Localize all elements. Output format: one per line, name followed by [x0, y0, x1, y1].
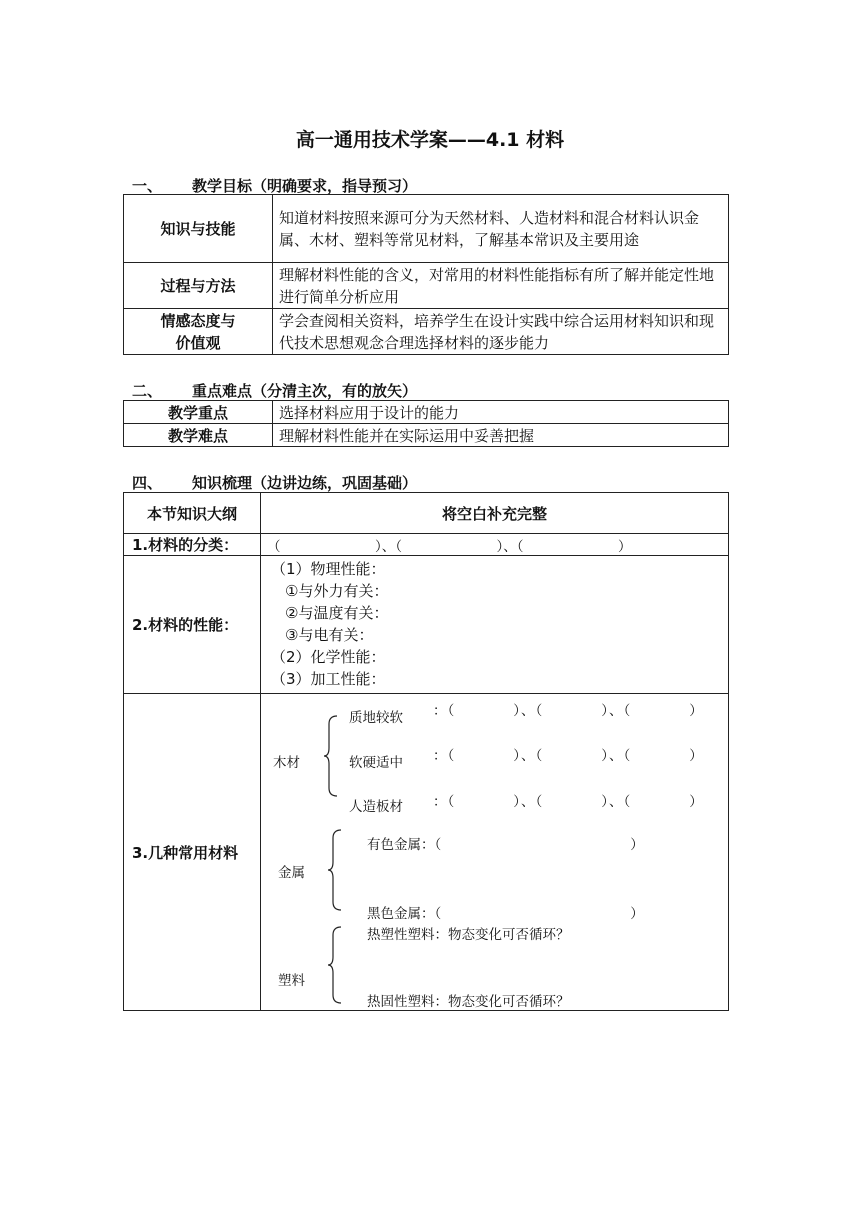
- properties-content: [261, 556, 729, 694]
- objective-row: [124, 263, 729, 309]
- keypoints-table: [123, 400, 729, 447]
- properties-row: [124, 556, 729, 694]
- section2-heading: [132, 380, 417, 401]
- wood-item-name: 质地较软: [349, 710, 403, 726]
- section1-heading: [132, 175, 417, 196]
- materials-row: [124, 694, 729, 1011]
- keypoint-row: [124, 401, 729, 424]
- objective-text: 理解材料性能的含义，对常用的材料性能指标有所了解并能定性地进行简单分析应用: [273, 263, 729, 309]
- objective-row: [124, 195, 729, 263]
- section1-number: 一、: [132, 177, 163, 195]
- objective-text: 知道材料按照来源可分为天然材料、人造材料和混合材料认识金属、木材、塑料等常见材料，了解基本常识及主要用途: [273, 195, 729, 263]
- wood-item-blanks: ：（ ）、（ ）、（ ）: [433, 748, 704, 764]
- materials-content: [261, 694, 729, 1011]
- objectives-table: [123, 194, 729, 355]
- classification-row: [124, 534, 729, 556]
- objective-label-line: 价值观: [175, 333, 221, 352]
- page-title: 高一通用技术学案——4.1 材料: [295, 129, 565, 151]
- keypoint-text: 理解材料性能并在实际运用中妥善把握: [273, 424, 729, 447]
- plastic-brace-icon: [327, 925, 343, 1005]
- property-line: ②与温度有关：: [285, 604, 389, 622]
- property-line: ①与外力有关：: [285, 582, 389, 600]
- wood-item-name: 人造板材: [349, 799, 403, 815]
- keypoint-row: [124, 424, 729, 447]
- section1-title: 教学目标（明确要求，指导预习）: [192, 177, 418, 195]
- materials-label: 3.几种常用材料: [124, 694, 261, 1011]
- metal-label: 金属: [278, 865, 305, 881]
- keypoint-label: 教学重点: [124, 401, 273, 424]
- section4-number: 四、: [132, 474, 163, 492]
- section2-number: 二、: [132, 382, 163, 400]
- section4-title: 知识梳理（边讲边练，巩固基础）: [192, 474, 418, 492]
- knowledge-header-row: [124, 493, 729, 534]
- section4-heading: [132, 472, 417, 493]
- wood-item-name: 软硬适中: [349, 755, 403, 771]
- knowledge-table: [123, 492, 729, 1011]
- objective-row: [124, 309, 729, 355]
- plastic-label: 塑料: [278, 973, 305, 989]
- objective-label: 知识与技能: [124, 195, 273, 263]
- outline-header: 本节知识大纲: [124, 493, 261, 534]
- wood-brace-icon: [323, 714, 339, 798]
- property-line: ③与电有关：: [285, 626, 374, 644]
- objective-label-line: 情感态度与: [160, 311, 236, 330]
- wood-item-blanks: ：（ ）、（ ）、（ ）: [433, 794, 704, 810]
- plastic-item: 热塑性塑料：物态变化可否循环？: [367, 927, 570, 943]
- classification-blanks: （ ）、（ ）、（ ）: [261, 534, 729, 556]
- properties-label: 2.材料的性能：: [124, 556, 261, 694]
- metal-brace-icon: [327, 828, 343, 912]
- plastic-item: 热固性塑料：物态变化可否循环？: [367, 994, 570, 1010]
- wood-item-blanks: ：（ ）、（ ）、（ ）: [433, 703, 704, 719]
- property-line: （2）化学性能：: [271, 648, 386, 666]
- classification-label: 1.材料的分类：: [124, 534, 261, 556]
- metal-item: 黑色金属：（ ）: [367, 906, 644, 922]
- section2-title: 重点难点（分清主次，有的放矢）: [192, 382, 418, 400]
- objective-text: 学会查阅相关资料，培养学生在设计实践中综合运用材料知识和现代技术思想观念合理选择材料的逐步能力: [273, 309, 729, 355]
- keypoint-text: 选择材料应用于设计的能力: [273, 401, 729, 424]
- keypoint-label: 教学难点: [124, 424, 273, 447]
- property-line: （1）物理性能：: [271, 560, 386, 578]
- property-line: （3）加工性能：: [271, 670, 386, 688]
- metal-item: 有色金属：（ ）: [367, 837, 644, 853]
- wood-label: 木材: [273, 755, 300, 771]
- objective-label: 过程与方法: [124, 263, 273, 309]
- fill-blank-header: 将空白补充完整: [261, 493, 729, 534]
- objective-label: [124, 309, 273, 355]
